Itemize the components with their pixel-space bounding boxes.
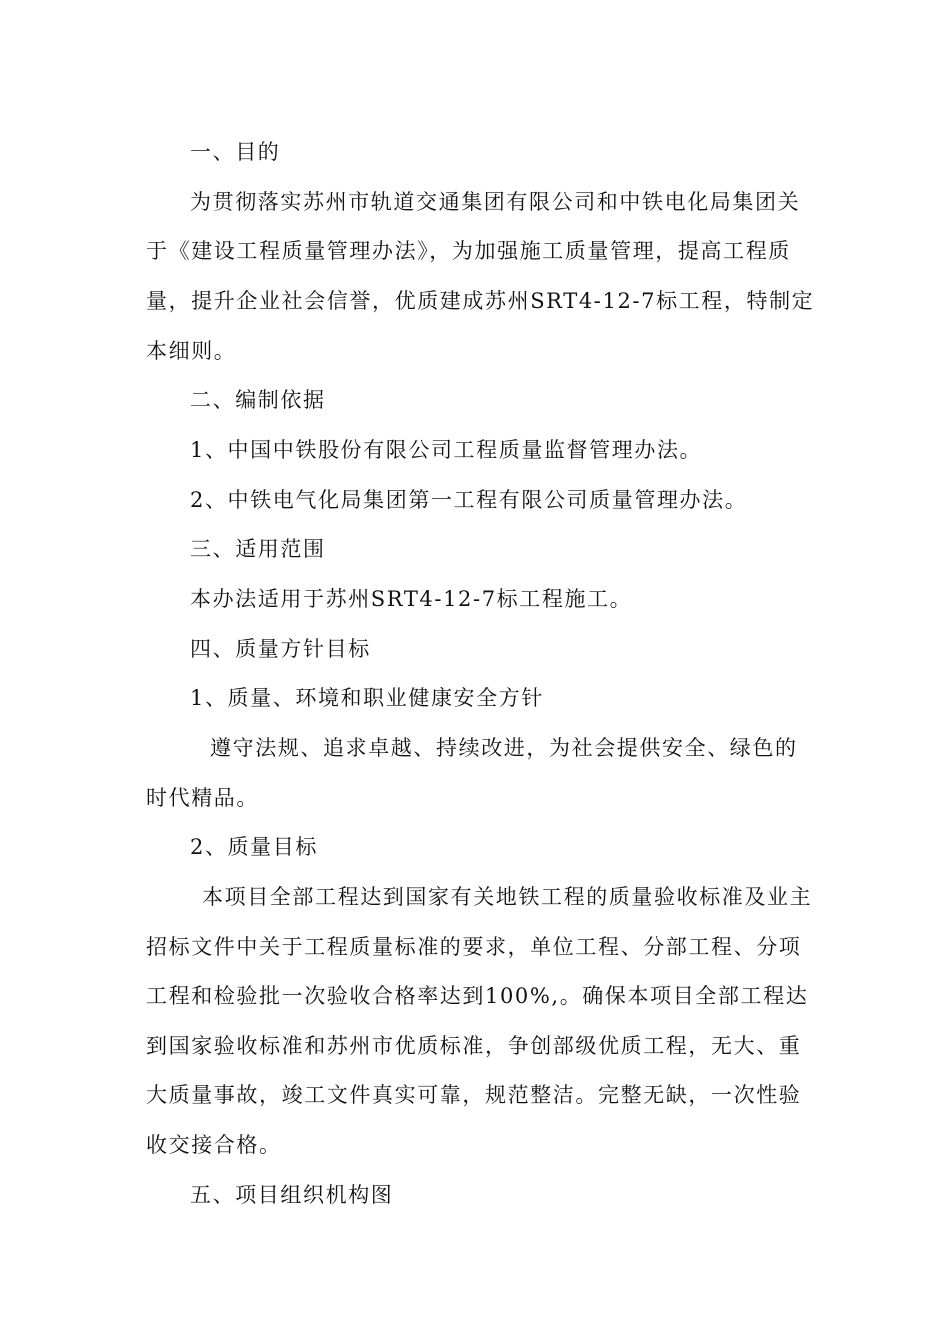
list-item: 2、中铁电气化局集团第一工程有限公司质量管理办法。 [190, 488, 748, 512]
paragraph-line: 到国家验收标准和苏州市优质标准，争创部级优质工程，无大、重 [146, 1034, 802, 1058]
paragraph-line: 工程和检验批一次验收合格率达到100%,。确保本项目全部工程达 [146, 984, 809, 1008]
section-heading-basis: 二、编制依据 [190, 388, 326, 412]
paragraph-line: 为贯彻落实苏州市轨道交通集团有限公司和中铁电化局集团关 [190, 190, 801, 214]
paragraph-line: 大质量事故，竣工文件真实可靠，规范整洁。完整无缺，一次性验 [146, 1083, 802, 1107]
section-heading-scope: 三、适用范围 [190, 537, 326, 561]
section-heading-organization: 五、项目组织机构图 [190, 1183, 394, 1207]
section-heading-purpose: 一、目的 [190, 140, 281, 164]
paragraph-line: 本细则。 [146, 339, 237, 363]
paragraph-line: 时代精品。 [146, 786, 259, 810]
paragraph-line: 遵守法规、追求卓越、持续改进，为社会提供安全、绿色的 [210, 736, 798, 760]
paragraph-line: 量，提升企业社会信誉，优质建成苏州SRT4-12-7标工程，特制定 [146, 289, 815, 313]
paragraph-line: 招标文件中关于工程质量标准的要求，单位工程、分部工程、分项 [146, 935, 802, 959]
list-item: 2、质量目标 [190, 835, 318, 859]
paragraph-line: 于《建设工程质量管理办法》，为加强施工质量管理，提高工程质 [146, 239, 791, 263]
section-heading-policy: 四、质量方针目标 [190, 637, 371, 661]
paragraph-line: 本项目全部工程达到国家有关地铁工程的质量验收标准及业主 [202, 885, 813, 909]
paragraph-line: 本办法适用于苏州SRT4-12-7标工程施工。 [190, 587, 633, 611]
paragraph-line: 收交接合格。 [146, 1133, 282, 1157]
list-item: 1、中国中铁股份有限公司工程质量监督管理办法。 [190, 438, 703, 462]
list-item: 1、质量、环境和职业健康安全方针 [190, 686, 544, 710]
